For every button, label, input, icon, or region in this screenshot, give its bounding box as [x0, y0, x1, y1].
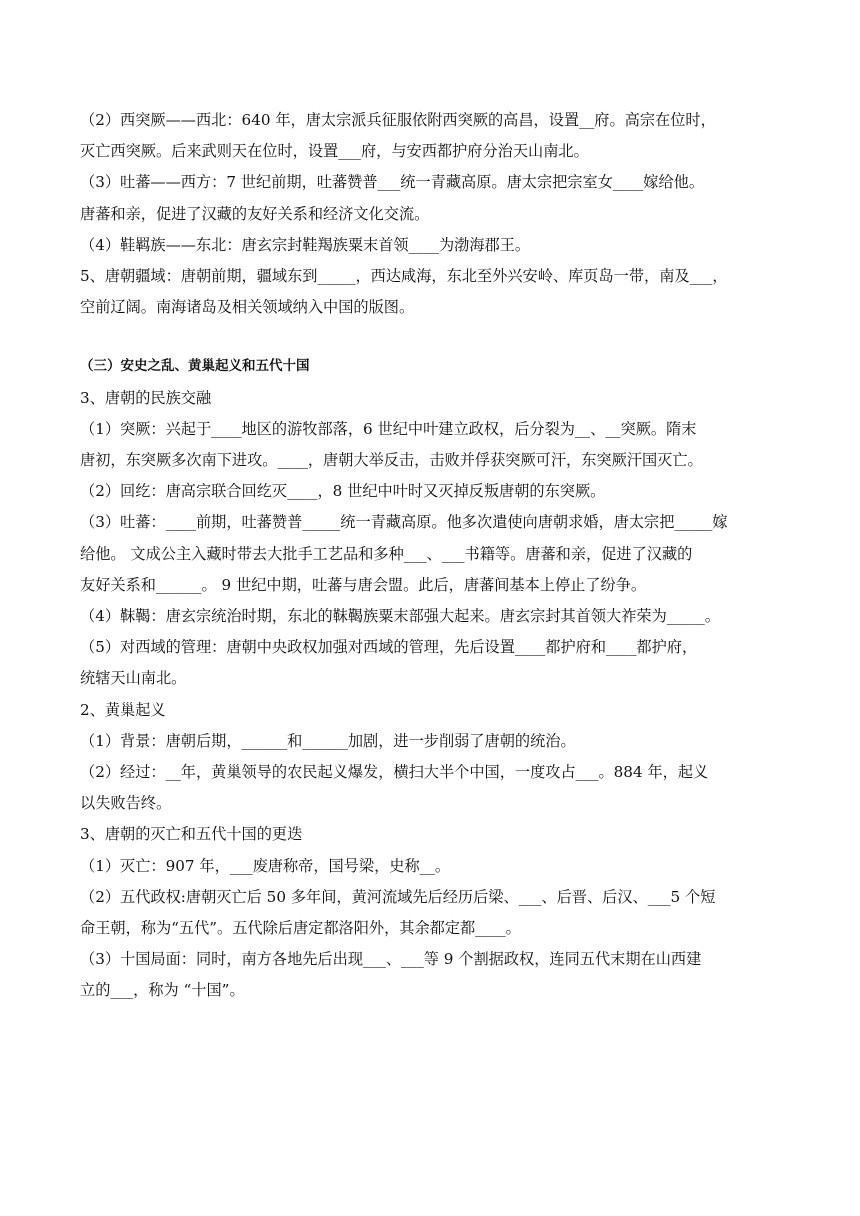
line-19: 2、黄巢起义: [80, 700, 166, 719]
line-9: 3、唐朝的民族交融: [80, 388, 212, 407]
line-24: （1）灭亡：907 年，___废唐称帝，国号梁，史称__。: [80, 856, 451, 875]
line-28: 立的___，称为 “十国”。: [80, 981, 245, 1000]
line-2: 灭亡西突厥。后来武则天在位时，设置___府，与安西都护府分治天山南北。: [80, 142, 589, 161]
line-21: （2）经过：__年，黄巢领导的农民起义爆发，横扫大半个中国，一度攻占___。884 年，起义: [80, 763, 709, 782]
line-10: （1）突厥：兴起于____地区的游牧部落，6 世纪中叶建立政权，后分裂为__、__突厥。隋末: [80, 419, 697, 438]
line-12: （2）回纥：唐高宗联合回纥灭____，8 世纪中叶时又灭掉反叛唐朝的东突厥。: [80, 482, 606, 501]
line-13: （3）吐蕃：____前期，吐蕃赞普_____统一青藏高原。他多次遣使向唐朝求婚，唐太宗把_____嫁: [80, 513, 728, 532]
line-20: （1）背景：唐朝后期，______和______加剧，进一步削弱了唐朝的统治。: [80, 731, 576, 750]
line-6: 5、唐朝疆域：唐朝前期，疆域东到_____，西达咸海，东北至外兴安岭、库页岛一带，南及___，: [80, 267, 728, 286]
line-1: （2）西突厥——西北：640 年，唐太宗派兵征服依附西突厥的高昌，设置__府。高宗在位时，: [80, 111, 716, 129]
line-16: （4）靺鞨：唐玄宗统治时期，东北的靺鞨族粟末部强大起来。唐玄宗封其首领大祚荣为_____。: [80, 607, 720, 626]
line-4: 唐蕃和亲，促进了汉藏的友好关系和经济文化交流。: [80, 204, 430, 223]
line-5: （4）鞋羁族——东北：唐玄宗封鞋羯族粟末首领____为渤海郡王。: [80, 235, 531, 254]
line-23: 3、唐朝的灭亡和五代十国的更迭: [80, 825, 303, 844]
line-26: 命王朝，称为“五代”。五代除后唐定都洛阳外，其余都定都____。: [80, 919, 521, 938]
line-15: 友好关系和______。 9 世纪中期，吐蕃与唐会盟。此后，唐蕃间基本上停止了纷争。: [80, 575, 647, 594]
section-heading: （三）安史之乱、黄巢起义和五代十国: [80, 358, 310, 375]
line-3: （3）吐蕃——西方：7 世纪前期，吐蕃赞普___统一青藏高原。唐太宗把宗室女____嫁给他。: [80, 173, 705, 192]
line-27: （3）十国局面：同时，南方各地先后出现___、___等 9 个割据政权，连同五代末期在山西建: [80, 950, 702, 969]
line-17: （5）对西域的管理：唐朝中央政权加强对西域的管理，先后设置____都护府和____都护府，: [80, 638, 698, 657]
line-18: 统辖天山南北。: [80, 669, 187, 688]
section-gap: [80, 323, 796, 351]
line-22: 以失败告终。: [80, 794, 172, 813]
line-14: 给他。 文成公主入藏时带去大批手工艺品和多种___、___书籍等。唐蕃和亲，促进了汉藏的: [80, 544, 693, 563]
line-11: 唐初，东突厥多次南下进攻。____，唐朝大举反击，击败并俘获突厥可汗，东突厥汗国灭亡。: [80, 451, 703, 470]
line-7: 空前辽阔。南海诸岛及相关领域纳入中国的版图。: [80, 298, 415, 317]
line-25: （2）五代政权:唐朝灭亡后 50 多年间，黄河流域先后经历后梁、___、后晋、后汉、___5 个短: [80, 887, 716, 906]
